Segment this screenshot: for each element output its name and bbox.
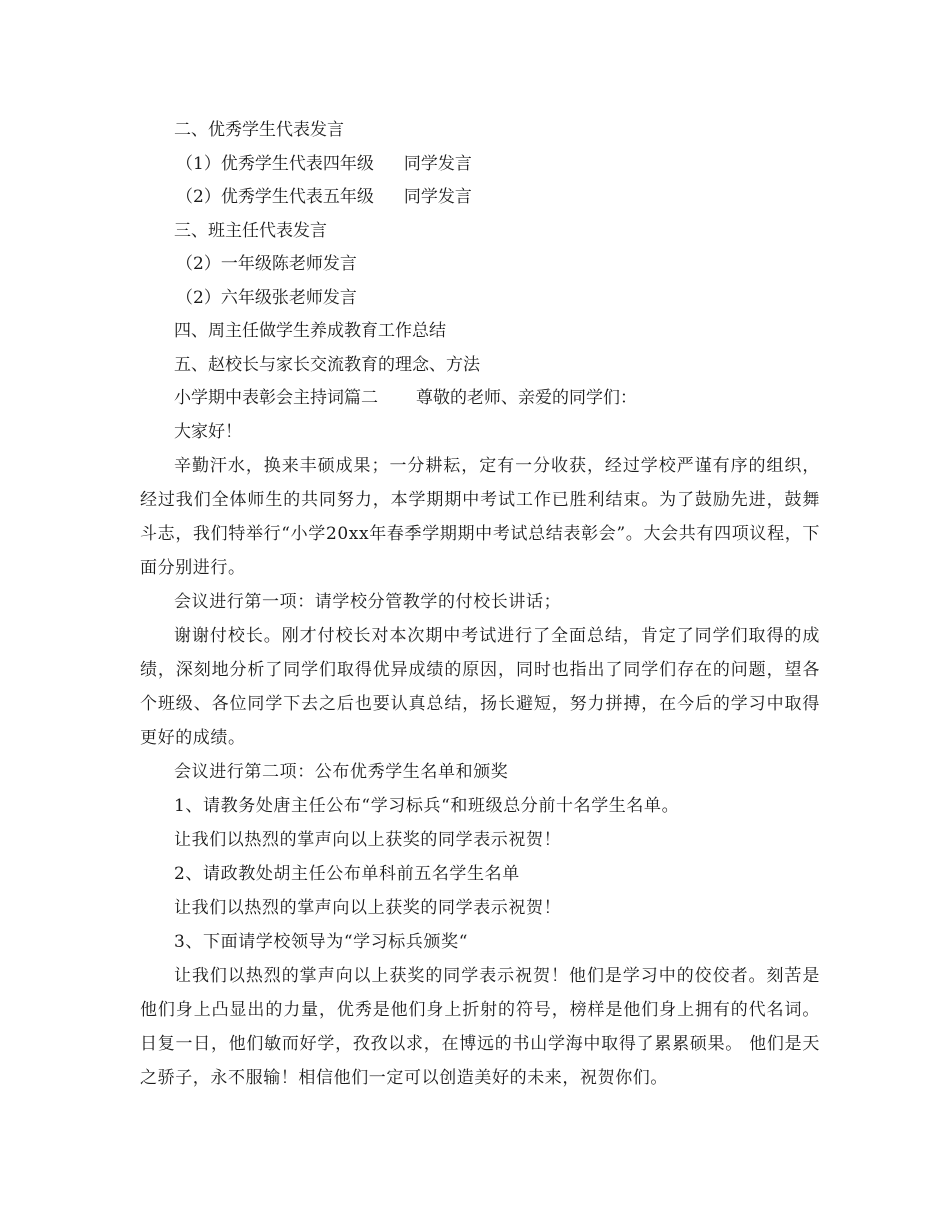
agenda-subitem <box>140 148 820 182</box>
salutation: 尊敬的老师、亲爱的同学们： <box>416 388 637 408</box>
paragraph: 让我们以热烈的掌声向以上获奖的同学表示祝贺！他们是学习中的佼佼者。刻苦是他们身上凸显出的力量，优秀是他们身上折射的符号，榜样是他们身上拥有的代名词。日复一日，他们敏而好学，孜孜以求，在博远的书山学海中取得了累累硕果。 他们是天之骄子，永不服输！相信他们一定可以创造美好的未来，祝贺你们。 <box>140 966 820 1088</box>
paragraph: 让我们以热烈的掌声向以上获奖的同学表示祝贺！ <box>174 898 562 918</box>
paragraph: 会议进行第二项：公布优秀学生名单和颁奖 <box>174 762 509 782</box>
agenda-item-4: 四、周主任做学生养成教育工作总结 <box>174 321 446 341</box>
paragraph: 2、请政教处胡主任公布单科前五名学生名单 <box>174 864 520 884</box>
paragraph: 会议进行第一项：请学校分管教学的付校长讲话； <box>174 592 562 612</box>
paragraph: 辛勤汗水，换来丰硕成果；一分耕耘，定有一分收获，经过学校严谨有序的组织，经过我们全体师生的共同努力，本学期期中考试工作已胜利结束。为了鼓励先进，鼓舞斗志，我们特举行“小学20xx年春季学期期中考试总结表彰会”。大会共有四项议程，下面分别进行。 <box>140 456 820 578</box>
paragraph: 3、下面请学校领导为“学习标兵颁奖“ <box>174 932 468 952</box>
subitem-suffix: 同学发言 <box>403 153 472 174</box>
section-title: 小学期中表彰会主持词篇二 <box>174 388 378 408</box>
paragraph: 1、请教务处唐主任公布“学习标兵“和班级总分前十名学生名单。 <box>174 796 680 816</box>
agenda-subitem: （2）六年级张老师发言 <box>176 287 357 308</box>
section-heading <box>140 382 820 416</box>
paragraph: 让我们以热烈的掌声向以上获奖的同学表示祝贺！ <box>174 830 562 850</box>
subitem-text: （1）优秀学生代表四年级 <box>176 153 374 174</box>
document-body <box>140 114 820 1095</box>
agenda-item-2: 二、优秀学生代表发言 <box>174 120 344 140</box>
subitem-suffix: 同学发言 <box>403 187 472 207</box>
agenda-item-5: 五、赵校长与家长交流教育的理念、方法 <box>174 354 480 375</box>
paragraph: 谢谢付校长。刚才付校长对本次期中考试进行了全面总结，肯定了同学们取得的成绩，深刻地分析了同学们取得优异成绩的原因，同时也指出了同学们存在的问题，望各个班级、各位同学下去之后也要认真总结，扬长避短，努力拼搏，在今后的学习中取得更好的成绩。 <box>140 626 820 748</box>
subitem-text: （2）优秀学生代表五年级 <box>176 187 374 207</box>
agenda-subitem <box>140 181 820 215</box>
agenda-subitem: （2）一年级陈老师发言 <box>176 254 357 274</box>
agenda-item-3: 三、班主任代表发言 <box>174 220 327 241</box>
greeting: 大家好！ <box>174 421 242 442</box>
